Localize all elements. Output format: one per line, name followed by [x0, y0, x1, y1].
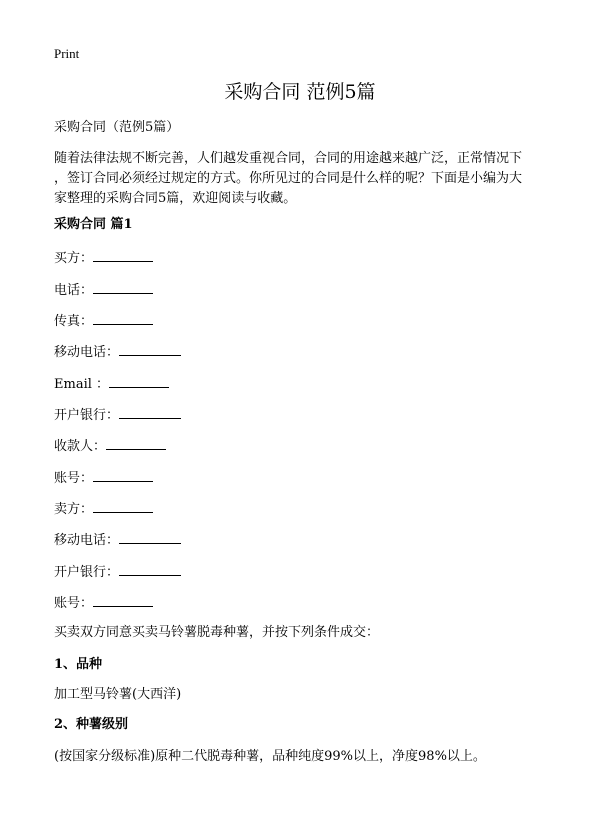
email-field: [54, 374, 169, 394]
blank-line: [93, 468, 153, 482]
seller-field: [54, 499, 153, 519]
field-label: 卖方：: [54, 502, 94, 517]
field-label: 账号：: [54, 471, 94, 486]
seller-bank-field: [54, 562, 181, 582]
blank-line: [93, 248, 153, 262]
blank-line: [119, 342, 181, 356]
field-label: 电话：: [54, 283, 94, 298]
blank-line: [119, 405, 181, 419]
fax-field: [54, 311, 153, 331]
field-label: Email ：: [54, 377, 110, 392]
agreement-text: 买卖双方同意买卖马铃薯脱毒种薯，并按下列条件成交：: [54, 625, 380, 640]
seller-mobile-field: [54, 530, 181, 550]
clause-heading: 1、品种: [54, 657, 103, 672]
blank-line: [93, 593, 153, 607]
field-label: 开户银行：: [54, 565, 120, 580]
clause-text: (按国家分级标准)原种二代脱毒种薯，品种纯度99%以上，净度98%以上。: [54, 749, 486, 764]
blank-line: [93, 499, 153, 513]
intro-line: 随着法律法规不断完善，人们越发重视合同，合同的用途越来越广泛，正常情况下: [54, 151, 523, 166]
bank-field: [54, 405, 181, 425]
print-label: Print: [54, 46, 80, 61]
intro-line: 家整理的采购合同5篇，欢迎阅读与收藏。: [54, 191, 297, 206]
section-heading: 采购合同 篇1: [54, 217, 133, 232]
payee-field: [54, 436, 166, 456]
document-title: 采购合同 范例5篇: [224, 81, 376, 103]
document-subtitle: 采购合同（范例5篇）: [54, 120, 180, 135]
buyer-field: [54, 248, 153, 268]
seller-account-field: [54, 593, 153, 613]
field-label: 账号：: [54, 596, 94, 611]
field-label: 传真：: [54, 314, 94, 329]
field-label: 移动电话：: [54, 345, 120, 360]
field-label: 买方：: [54, 251, 94, 266]
blank-line: [93, 280, 153, 294]
blank-line: [119, 562, 181, 576]
blank-line: [93, 311, 153, 325]
field-label: 开户银行：: [54, 408, 120, 423]
mobile-phone-field: [54, 342, 181, 362]
account-field: [54, 468, 153, 488]
intro-line: ，签订合同必须经过规定的方式。你所见过的合同是什么样的呢？下面是小编为大: [54, 171, 523, 186]
blank-line: [109, 374, 169, 388]
field-label: 收款人：: [54, 439, 107, 454]
clause-heading: 2、种薯级别: [54, 717, 129, 732]
blank-line: [106, 436, 166, 450]
intro-paragraph: [54, 149, 554, 209]
phone-field: [54, 280, 153, 300]
field-label: 移动电话：: [54, 533, 120, 548]
clause-text: 加工型马铃薯(大西洋): [54, 687, 182, 702]
blank-line: [119, 530, 181, 544]
